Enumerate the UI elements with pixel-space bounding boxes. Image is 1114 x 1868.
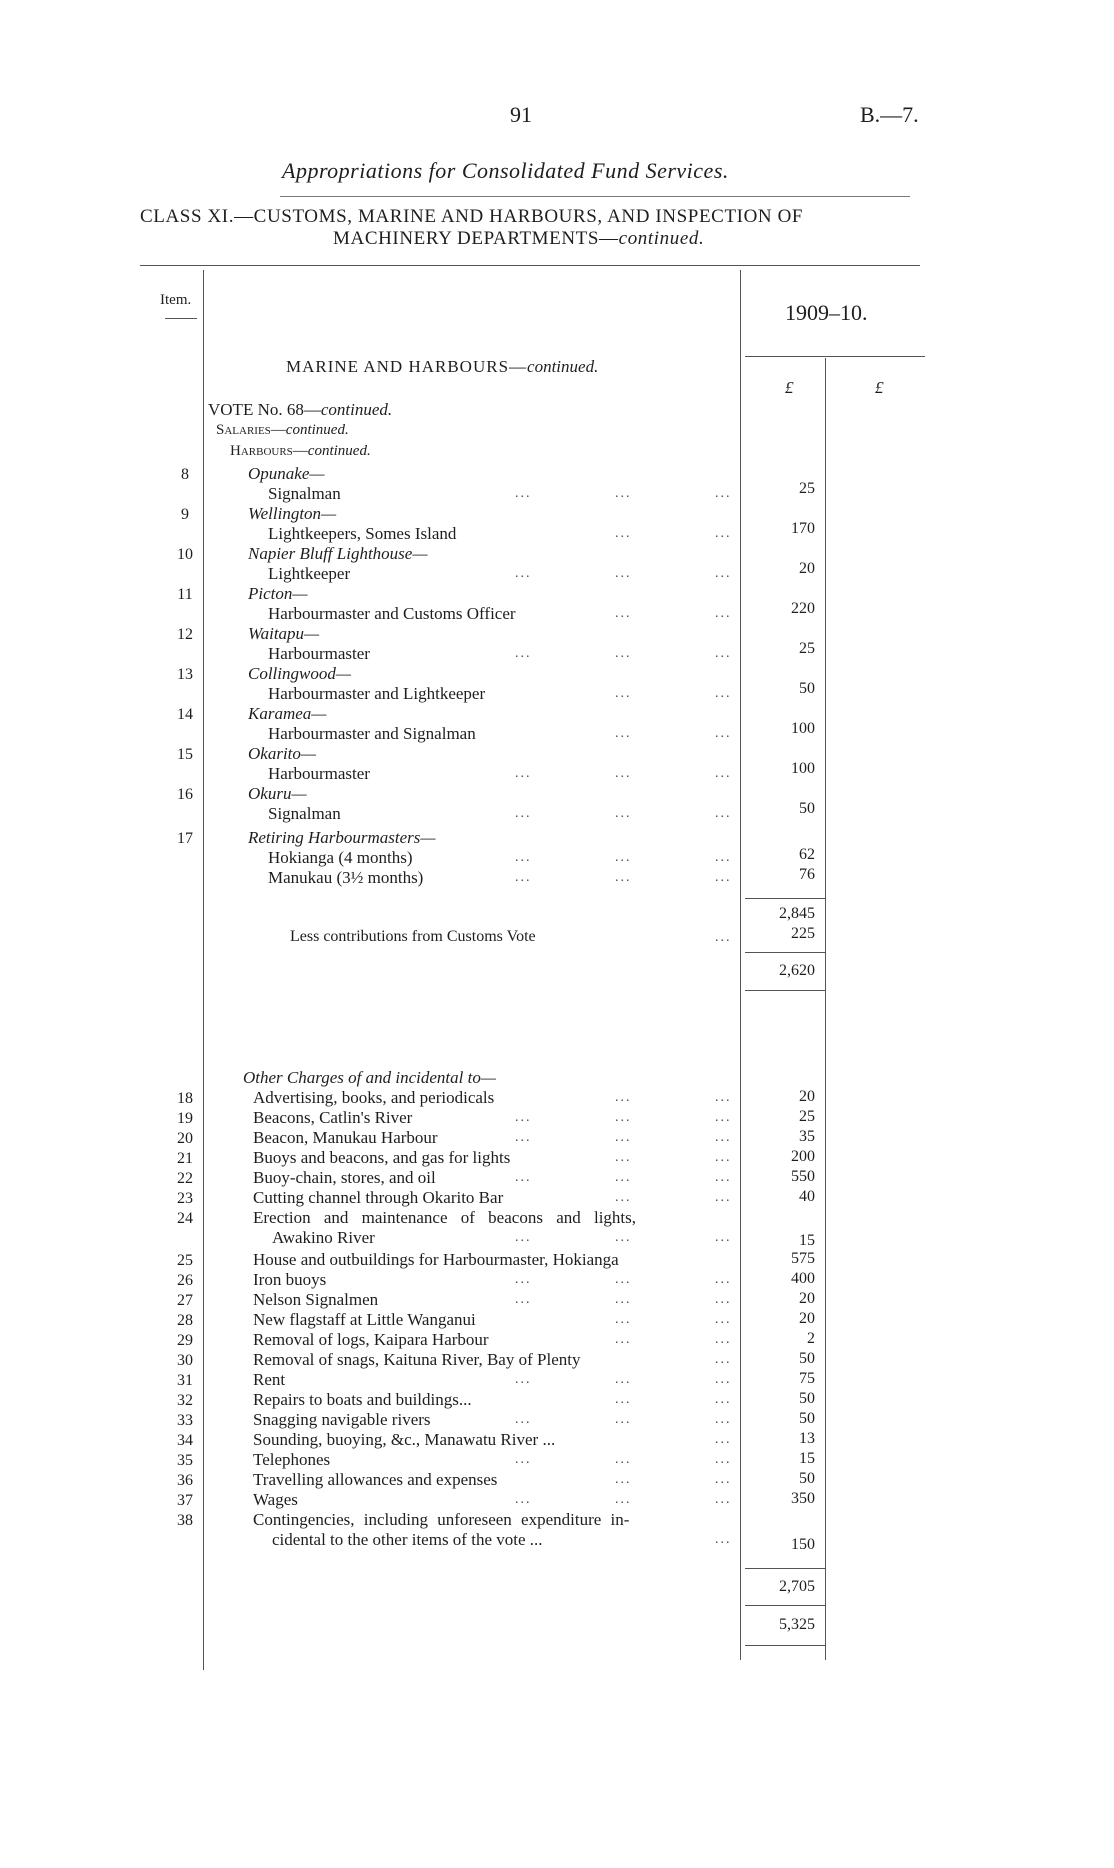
leader-dots: ... [515, 1292, 532, 1307]
item-amount: 350 [791, 1490, 815, 1507]
item-amount: 25 [799, 640, 815, 657]
item-number: 17 [177, 830, 193, 847]
item-amount: 170 [791, 520, 815, 537]
page-number: 91 [510, 102, 532, 127]
section-title-continued: continued. [527, 357, 599, 376]
leader-dots: ... [715, 850, 732, 865]
leader-dots: ... [615, 1492, 632, 1507]
item-number: 9 [181, 506, 189, 523]
leader-dots: ... [615, 1090, 632, 1105]
item-place: Opunake— [248, 464, 325, 483]
item-description: House and outbuildings for Harbourmaster, Hokianga [253, 1250, 619, 1269]
page-title: Appropriations for Consolidated Fund Services. [282, 158, 729, 183]
leader-dots: ... [615, 806, 632, 821]
item-number: 33 [177, 1412, 193, 1429]
item-number: 15 [177, 746, 193, 763]
leader-dots: ... [615, 1412, 632, 1427]
leader-dots: ... [615, 870, 632, 885]
leader-dots: ... [715, 1292, 732, 1307]
leader-dots: ... [615, 850, 632, 865]
item-amount: 20 [799, 560, 815, 577]
item-number: 35 [177, 1452, 193, 1469]
item-description: Repairs to boats and buildings... [253, 1390, 472, 1409]
leader-dots: ... [615, 1130, 632, 1145]
item-number: 10 [177, 546, 193, 563]
leader-dots: ... [715, 526, 732, 541]
leader-dots: ... [715, 646, 732, 661]
other-charges-total: 2,705 [779, 1578, 815, 1595]
leader-dots: ... [515, 1110, 532, 1125]
item-number: 23 [177, 1190, 193, 1207]
item-number: 20 [177, 1130, 193, 1147]
item-place: Collingwood— [248, 664, 351, 683]
amount-column-rule-left [740, 270, 741, 1660]
item-number: 38 [177, 1512, 193, 1529]
leader-dots: ... [515, 566, 532, 581]
item-place: Retiring Harbourmasters— [248, 828, 436, 847]
leader-dots: ... [615, 1392, 632, 1407]
leader-dots: ... [715, 1230, 732, 1245]
item-number: 31 [177, 1372, 193, 1389]
leader-dots: ... [715, 930, 732, 945]
salaries-heading [216, 422, 349, 439]
item-number: 18 [177, 1090, 193, 1107]
item-description: Rent [253, 1370, 286, 1389]
other-charges-heading: Other Charges of and incidental to— [243, 1068, 496, 1087]
item-place: Karamea— [248, 704, 327, 723]
item-amount: 50 [799, 1390, 815, 1407]
item-amount: 50 [799, 1350, 815, 1367]
leader-dots: ... [615, 1170, 632, 1185]
item-number: 30 [177, 1352, 193, 1369]
leader-dots: ... [715, 486, 732, 501]
item-description: Lightkeepers, Somes Island [268, 524, 457, 543]
grand-total-amount: 5,325 [779, 1616, 815, 1633]
item-number: 24 [177, 1210, 193, 1227]
leader-dots: ... [715, 1130, 732, 1145]
leader-dots: ... [515, 766, 532, 781]
net-rule-bottom [745, 990, 825, 991]
item-number: 16 [177, 786, 193, 803]
leader-dots: ... [515, 1272, 532, 1287]
harbours-continued: continued. [307, 443, 371, 459]
leader-dots: ... [715, 1492, 732, 1507]
leader-dots: ... [515, 486, 532, 501]
item-description: Iron buoys [253, 1270, 327, 1289]
item-amount: 40 [799, 1188, 815, 1205]
item-amount: 550 [791, 1168, 815, 1185]
item-description: Cutting channel through Okarito Bar [253, 1188, 504, 1207]
item-description: Harbourmaster and Customs Officer [268, 604, 516, 623]
item-description: Signalman [268, 484, 341, 503]
pound-sign-2: £ [875, 378, 884, 397]
item-description: Signalman [268, 804, 341, 823]
item-number: 13 [177, 666, 193, 683]
leader-dots: ... [615, 566, 632, 581]
item-description: Erection and maintenance of beacons and lights, [253, 1208, 637, 1227]
item-amount: 575 [791, 1250, 815, 1267]
class-heading-line1: CLASS XI.—CUSTOMS, MARINE AND HARBOURS, AND INSPECTION OF [140, 206, 804, 227]
item-place: Wellington— [248, 504, 337, 523]
retiring-row-hokianga: Hokianga (4 months) [268, 848, 413, 867]
item-place: Okuru— [248, 784, 307, 803]
item-description: Removal of logs, Kaipara Harbour [253, 1330, 489, 1349]
item-number: 28 [177, 1312, 193, 1329]
grand-total-rule-bottom [745, 1645, 825, 1646]
item-place: Picton— [248, 584, 308, 603]
leader-dots: ... [715, 566, 732, 581]
vote-number: VOTE No. 68— [208, 400, 321, 419]
leader-dots: ... [715, 1090, 732, 1105]
section-title: MARINE AND HARBOURS— [286, 357, 528, 376]
leader-dots: ... [715, 1312, 732, 1327]
item-description: Harbourmaster [268, 764, 370, 783]
item-number: 37 [177, 1492, 193, 1509]
item-number: 34 [177, 1432, 193, 1449]
item-amount: 76 [799, 866, 815, 883]
leader-dots: ... [715, 1332, 732, 1347]
item-number: 27 [177, 1292, 193, 1309]
item-amount: 20 [799, 1310, 815, 1327]
salaries-label: Salaries— [216, 422, 286, 438]
leader-dots: ... [515, 870, 532, 885]
item-description-cont: Awakino River [272, 1228, 375, 1247]
item-number: 29 [177, 1332, 193, 1349]
item-number: 8 [181, 466, 189, 483]
leader-dots: ... [715, 686, 732, 701]
item-amount: 15 [799, 1450, 815, 1467]
item-description: Telephones [253, 1450, 331, 1469]
leader-dots: ... [715, 1110, 732, 1125]
item-number: 32 [177, 1392, 193, 1409]
item-description: Sounding, buoying, &c., Manawatu River ... [253, 1430, 556, 1449]
leader-dots: ... [715, 1472, 732, 1487]
item-description: Advertising, books, and periodicals [253, 1088, 495, 1107]
leader-dots: ... [715, 1272, 732, 1287]
leader-dots: ... [715, 1412, 732, 1427]
leader-dots: ... [615, 1472, 632, 1487]
item-place: Napier Bluff Lighthouse— [248, 544, 428, 563]
item-number: 25 [177, 1252, 193, 1269]
leader-dots: ... [715, 606, 732, 621]
item-number: 12 [177, 626, 193, 643]
leader-dots: ... [715, 726, 732, 741]
leader-dots: ... [515, 1372, 532, 1387]
item-description: Travelling allowances and expenses [253, 1470, 498, 1489]
harbours-label: Harbours— [230, 443, 308, 459]
amount-column-rule-mid [825, 358, 826, 1660]
item-description: Removal of snags, Kaituna River, Bay of Plenty [253, 1350, 581, 1369]
leader-dots: ... [515, 1452, 532, 1467]
table-top-rule [140, 265, 920, 266]
item-number: 36 [177, 1472, 193, 1489]
item-amount: 50 [799, 1410, 815, 1427]
leader-dots: ... [615, 486, 632, 501]
leader-dots: ... [615, 726, 632, 741]
item-amount: 25 [799, 480, 815, 497]
item-description: Harbourmaster and Signalman [268, 724, 476, 743]
year-column-header: 1909–10. [785, 300, 868, 325]
leader-dots: ... [615, 1190, 632, 1205]
item-description: Buoys and beacons, and gas for lights [253, 1148, 511, 1167]
item-number: 21 [177, 1150, 193, 1167]
leader-dots: ... [615, 646, 632, 661]
leader-dots: ... [615, 1372, 632, 1387]
item-description: Lightkeeper [268, 564, 351, 583]
vote-heading [208, 400, 392, 420]
leader-dots: ... [615, 1150, 632, 1165]
leader-dots: ... [715, 1150, 732, 1165]
item-amount: 35 [799, 1128, 815, 1145]
leader-dots: ... [615, 606, 632, 621]
item-description-cont: cidental to the other items of the vote ... [272, 1530, 543, 1549]
item-amount: 220 [791, 600, 815, 617]
salaries-continued: continued. [285, 422, 349, 438]
net-rule-top [745, 952, 825, 953]
item-amount: 150 [791, 1536, 815, 1553]
leader-dots: ... [515, 1412, 532, 1427]
leader-dots: ... [715, 1532, 732, 1547]
leader-dots: ... [715, 1452, 732, 1467]
year-header-rule [745, 356, 925, 357]
leader-dots: ... [715, 1352, 732, 1367]
leader-dots: ... [615, 1230, 632, 1245]
leader-dots: ... [515, 1130, 532, 1145]
item-amount: 20 [799, 1088, 815, 1105]
pound-sign-1: £ [785, 378, 794, 397]
item-description: Wages [253, 1490, 298, 1509]
leader-dots: ... [715, 1432, 732, 1447]
item-amount: 20 [799, 1290, 815, 1307]
item-number: 26 [177, 1272, 193, 1289]
leader-dots: ... [715, 766, 732, 781]
leader-dots: ... [615, 526, 632, 541]
leader-dots: ... [515, 806, 532, 821]
class-heading-continued: continued. [618, 228, 705, 249]
leader-dots: ... [715, 870, 732, 885]
item-amount: 25 [799, 1108, 815, 1125]
item-number: 22 [177, 1170, 193, 1187]
item-amount: 75 [799, 1370, 815, 1387]
item-description: Harbourmaster and Lightkeeper [268, 684, 486, 703]
item-amount: 200 [791, 1148, 815, 1165]
item-place: Waitapu— [248, 624, 320, 643]
less-contributions-label: Less contributions from Customs Vote [290, 928, 536, 945]
item-amount: 100 [791, 720, 815, 737]
document-reference: B.—7. [860, 102, 919, 127]
leader-dots: ... [615, 1332, 632, 1347]
item-amount: 400 [791, 1270, 815, 1287]
leader-dots: ... [615, 1292, 632, 1307]
section-heading [286, 357, 598, 377]
leader-dots: ... [615, 1452, 632, 1467]
item-amount: 15 [799, 1232, 815, 1249]
leader-dots: ... [515, 1170, 532, 1185]
subtotal-amount: 2,845 [779, 905, 815, 922]
item-place: Okarito— [248, 744, 316, 763]
leader-dots: ... [515, 850, 532, 865]
item-amount: 100 [791, 760, 815, 777]
less-contributions-amount: 225 [791, 925, 815, 942]
item-description: Harbourmaster [268, 644, 370, 663]
leader-dots: ... [615, 1312, 632, 1327]
item-column-header: Item. [160, 292, 192, 308]
class-heading-main: MACHINERY DEPARTMENTS— [333, 228, 619, 249]
leader-dots: ... [715, 1170, 732, 1185]
retiring-row-manukau: Manukau (3½ months) [268, 868, 424, 887]
class-heading-line2 [333, 228, 704, 250]
item-number: 19 [177, 1110, 193, 1127]
harbours-heading [230, 443, 371, 460]
leader-dots: ... [515, 646, 532, 661]
leader-dots: ... [615, 1110, 632, 1125]
leader-dots: ... [715, 1392, 732, 1407]
leader-dots: ... [715, 806, 732, 821]
leader-dots: ... [615, 686, 632, 701]
item-description: Contingencies, including unforeseen expenditure in- [253, 1510, 630, 1529]
leader-dots: ... [615, 766, 632, 781]
item-number: 11 [177, 586, 193, 603]
item-amount: 50 [799, 800, 815, 817]
leader-dots: ... [515, 1492, 532, 1507]
leader-dots: ... [515, 1230, 532, 1245]
item-amount: 50 [799, 1470, 815, 1487]
net-salaries-amount: 2,620 [779, 962, 815, 979]
grand-total-rule-top [745, 1605, 825, 1606]
item-amount: 62 [799, 846, 815, 863]
item-description: New flagstaff at Little Wanganui [253, 1310, 476, 1329]
leader-dots: ... [715, 1372, 732, 1387]
subtotal-rule [745, 898, 825, 899]
item-description: Beacons, Catlin's River [253, 1108, 413, 1127]
item-amount: 50 [799, 680, 815, 697]
item-amount: 2 [807, 1330, 815, 1347]
item-header-underline [165, 318, 197, 319]
vote-continued: continued. [320, 400, 393, 419]
title-rule [280, 196, 910, 197]
item-number: 14 [177, 706, 193, 723]
item-description: Buoy-chain, stores, and oil [253, 1168, 436, 1187]
leader-dots: ... [715, 1190, 732, 1205]
item-description: Beacon, Manukau Harbour [253, 1128, 438, 1147]
item-amount: 13 [799, 1430, 815, 1447]
other-charges-rule [745, 1568, 825, 1569]
item-description: Snagging navigable rivers [253, 1410, 431, 1429]
leader-dots: ... [615, 1272, 632, 1287]
item-description: Nelson Signalmen [253, 1290, 379, 1309]
